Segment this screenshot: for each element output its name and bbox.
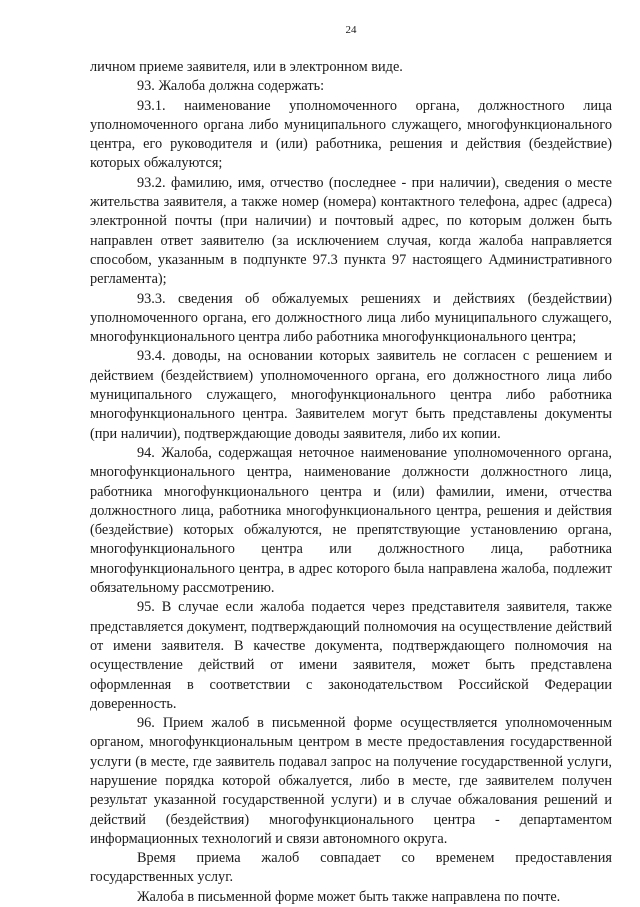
paragraph-94: 94. Жалоба, содержащая неточное наименование уполномоченного органа, многофункционального центра, наименование должности должностного лица, работника многофункционального центра и (или) фамилии, имени, отчества должностного лица, работника многофункционального центра, решения и действия (бездействие) которых обжалуются, не препятствующие установлению органа, многофункционального центра или должностного лица, работника многофункционального центра, в адрес которого была направлена жалоба, подлежит обязательному рассмотрению.	[90, 444, 612, 597]
paragraph-reception-time: Время приема жалоб совпадает со временем предоставления государственных услуг.	[90, 850, 612, 886]
paragraph-95: 95. В случае если жалоба подается через представителя заявителя, также представляется документ, подтверждающий полномочия на осуществление действий от имени заявителя. В качестве документа, подтверждающего полномочия на осуществление действий от имени заявителя, может быть представлена оформленная в соответствии с законодательством Российской Федерации доверенность.	[90, 599, 612, 712]
paragraph-93-4: 93.4. доводы, на основании которых заявитель не согласен с решением и действием (бездействием) уполномоченного органа, его должностного лица либо муниципального служащего, многофункционального центра либо работника многофункционального центра. Заявителем могут быть представлены документы (при наличии), подтверждающие доводы заявителя, либо их копии.	[90, 348, 612, 442]
paragraph-93-1: 93.1. наименование уполномоченного органа, должностного лица уполномоченного органа либо муниципального служащего, многофункционального центра, его руководителя и (или) работника, решения и действия (бездействие) которых обжалуются;	[90, 97, 612, 172]
document-body	[90, 58, 612, 907]
paragraph-continuation: личном приеме заявителя, или в электронном виде.	[90, 59, 403, 75]
paragraph-93-3: 93.3. сведения об обжалуемых решениях и действиях (бездействии) уполномоченного органа, его должностного лица либо муниципального служащего, многофункционального центра либо работника многофункционального центра;	[90, 290, 612, 346]
paragraph-mail: Жалоба в письменной форме может быть также направлена по почте.	[137, 888, 561, 905]
paragraph-96: 96. Прием жалоб в письменной форме осуществляется уполномоченным органом, многофункциональным центром в месте предоставления государственной услуги (в месте, где заявитель подавал запрос на получение государственной услуги, нарушение порядка которой обжалуется, либо в месте, где заявителем получен результат указанной государственной услуги) и в случае обжалования решений и действий (бездействия) многофункционального центра - департаментом информационных технологий и связи автономного округа.	[90, 715, 612, 847]
paragraph-93-2: 93.2. фамилию, имя, отчество (последнее - при наличии), сведения о месте жительства заявителя, а также номер (номера) контактного телефона, адрес (адреса) электронной почты (при наличии) и почтовый адрес, по которым должен быть направлен ответ заявителю (за исключением случая, когда жалоба направляется способом, указанным в подпункте 97.3 пункта 97 настоящего Административного регламента);	[90, 174, 612, 288]
page-number: 24	[345, 24, 357, 36]
document-page	[90, 0, 612, 905]
paragraph-93: 93. Жалоба должна содержать:	[137, 78, 325, 95]
